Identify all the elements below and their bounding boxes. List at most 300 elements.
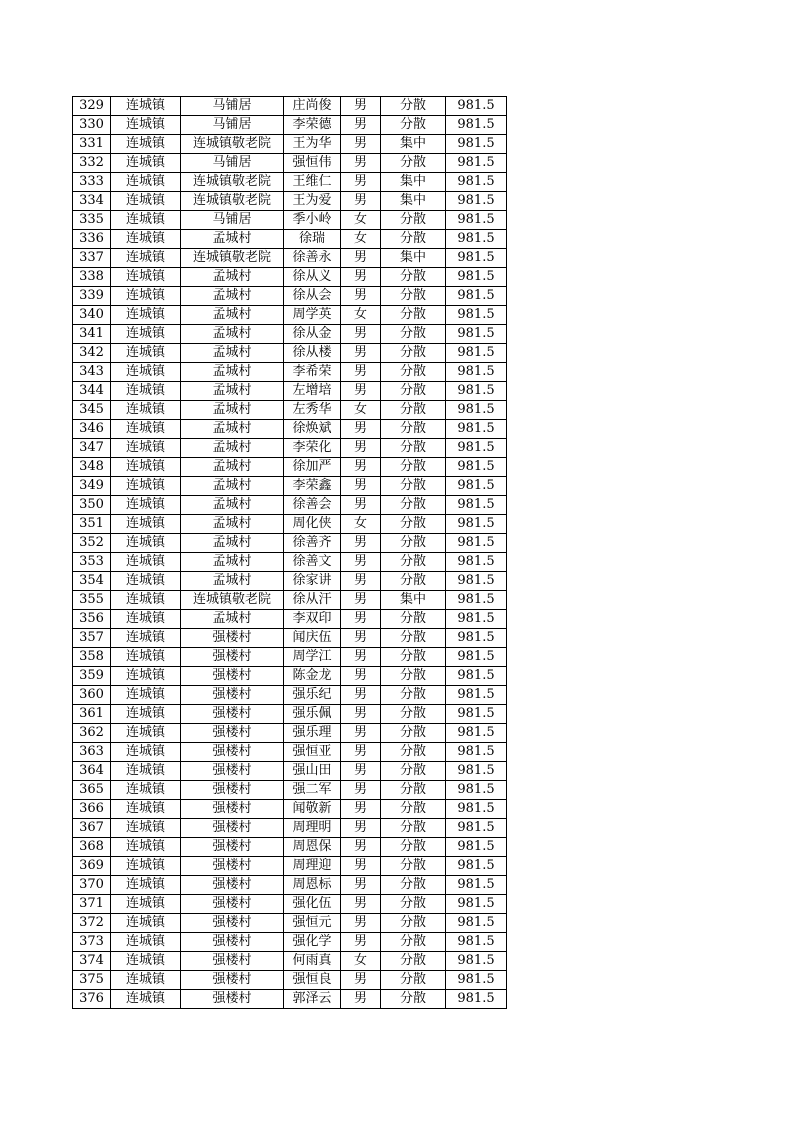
cell-no: 365 (73, 781, 111, 800)
cell-town: 连城镇 (111, 971, 181, 990)
cell-name: 李希荣 (284, 363, 341, 382)
cell-name: 左增培 (284, 382, 341, 401)
cell-no: 344 (73, 382, 111, 401)
cell-gender: 女 (341, 952, 381, 971)
cell-name: 左秀华 (284, 401, 341, 420)
cell-amount: 981.5 (446, 496, 507, 515)
cell-no: 368 (73, 838, 111, 857)
cell-gender: 男 (341, 743, 381, 762)
cell-town: 连城镇 (111, 344, 181, 363)
table-row (73, 325, 507, 344)
cell-gender: 男 (341, 325, 381, 344)
cell-village: 孟城村 (181, 230, 284, 249)
cell-amount: 981.5 (446, 192, 507, 211)
cell-town: 连城镇 (111, 667, 181, 686)
cell-gender: 男 (341, 420, 381, 439)
cell-no: 337 (73, 249, 111, 268)
cell-gender: 男 (341, 914, 381, 933)
cell-amount: 981.5 (446, 515, 507, 534)
cell-gender: 男 (341, 154, 381, 173)
table-row (73, 838, 507, 857)
cell-amount: 981.5 (446, 724, 507, 743)
cell-amount: 981.5 (446, 534, 507, 553)
cell-town: 连城镇 (111, 477, 181, 496)
cell-type: 分散 (381, 933, 446, 952)
cell-name: 徐加严 (284, 458, 341, 477)
table-row (73, 591, 507, 610)
cell-no: 353 (73, 553, 111, 572)
cell-gender: 男 (341, 762, 381, 781)
cell-amount: 981.5 (446, 610, 507, 629)
cell-type: 分散 (381, 971, 446, 990)
cell-gender: 男 (341, 249, 381, 268)
cell-village: 孟城村 (181, 344, 284, 363)
table-row (73, 154, 507, 173)
cell-no: 349 (73, 477, 111, 496)
cell-village: 强楼村 (181, 686, 284, 705)
cell-town: 连城镇 (111, 648, 181, 667)
table-row (73, 192, 507, 211)
cell-village: 强楼村 (181, 971, 284, 990)
cell-amount: 981.5 (446, 686, 507, 705)
cell-town: 连城镇 (111, 192, 181, 211)
cell-gender: 男 (341, 173, 381, 192)
cell-village: 强楼村 (181, 762, 284, 781)
cell-type: 分散 (381, 306, 446, 325)
cell-type: 分散 (381, 686, 446, 705)
cell-amount: 981.5 (446, 439, 507, 458)
cell-type: 集中 (381, 135, 446, 154)
cell-town: 连城镇 (111, 420, 181, 439)
cell-name: 周恩保 (284, 838, 341, 857)
cell-town: 连城镇 (111, 458, 181, 477)
cell-no: 343 (73, 363, 111, 382)
cell-type: 分散 (381, 743, 446, 762)
cell-no: 347 (73, 439, 111, 458)
cell-town: 连城镇 (111, 325, 181, 344)
cell-type: 分散 (381, 515, 446, 534)
table-row (73, 363, 507, 382)
cell-type: 集中 (381, 192, 446, 211)
cell-no: 348 (73, 458, 111, 477)
table-row (73, 971, 507, 990)
cell-town: 连城镇 (111, 173, 181, 192)
cell-name: 周化侠 (284, 515, 341, 534)
table-row (73, 629, 507, 648)
cell-gender: 男 (341, 496, 381, 515)
cell-town: 连城镇 (111, 306, 181, 325)
cell-amount: 981.5 (446, 952, 507, 971)
cell-amount: 981.5 (446, 154, 507, 173)
cell-type: 分散 (381, 724, 446, 743)
table-row (73, 268, 507, 287)
cell-town: 连城镇 (111, 116, 181, 135)
cell-no: 329 (73, 97, 111, 116)
cell-village: 强楼村 (181, 895, 284, 914)
cell-town: 连城镇 (111, 230, 181, 249)
cell-amount: 981.5 (446, 306, 507, 325)
cell-gender: 男 (341, 667, 381, 686)
cell-name: 徐从汗 (284, 591, 341, 610)
cell-name: 闻敬新 (284, 800, 341, 819)
cell-gender: 女 (341, 306, 381, 325)
cell-name: 强恒元 (284, 914, 341, 933)
cell-amount: 981.5 (446, 135, 507, 154)
cell-type: 分散 (381, 838, 446, 857)
cell-no: 339 (73, 287, 111, 306)
cell-no: 330 (73, 116, 111, 135)
cell-gender: 男 (341, 458, 381, 477)
cell-gender: 男 (341, 610, 381, 629)
cell-amount: 981.5 (446, 591, 507, 610)
cell-name: 李荣德 (284, 116, 341, 135)
cell-village: 连城镇敬老院 (181, 173, 284, 192)
cell-town: 连城镇 (111, 515, 181, 534)
cell-type: 分散 (381, 705, 446, 724)
table-row (73, 496, 507, 515)
cell-gender: 男 (341, 895, 381, 914)
cell-town: 连城镇 (111, 97, 181, 116)
cell-gender: 男 (341, 439, 381, 458)
table-row (73, 306, 507, 325)
cell-name: 王为爱 (284, 192, 341, 211)
cell-village: 孟城村 (181, 477, 284, 496)
cell-type: 分散 (381, 439, 446, 458)
cell-type: 分散 (381, 990, 446, 1009)
table-row (73, 724, 507, 743)
cell-no: 364 (73, 762, 111, 781)
cell-amount: 981.5 (446, 363, 507, 382)
cell-town: 连城镇 (111, 743, 181, 762)
cell-no: 369 (73, 857, 111, 876)
table-row (73, 990, 507, 1009)
cell-village: 强楼村 (181, 819, 284, 838)
cell-no: 376 (73, 990, 111, 1009)
cell-amount: 981.5 (446, 971, 507, 990)
cell-village: 马铺居 (181, 154, 284, 173)
cell-no: 336 (73, 230, 111, 249)
cell-gender: 男 (341, 363, 381, 382)
cell-gender: 男 (341, 933, 381, 952)
cell-name: 周学英 (284, 306, 341, 325)
cell-town: 连城镇 (111, 154, 181, 173)
cell-town: 连城镇 (111, 838, 181, 857)
cell-amount: 981.5 (446, 781, 507, 800)
cell-gender: 男 (341, 838, 381, 857)
cell-type: 分散 (381, 363, 446, 382)
cell-name: 徐善文 (284, 553, 341, 572)
cell-town: 连城镇 (111, 268, 181, 287)
cell-name: 李荣化 (284, 439, 341, 458)
cell-amount: 981.5 (446, 762, 507, 781)
table-row (73, 477, 507, 496)
cell-type: 分散 (381, 477, 446, 496)
cell-amount: 981.5 (446, 876, 507, 895)
cell-village: 强楼村 (181, 781, 284, 800)
cell-no: 345 (73, 401, 111, 420)
cell-town: 连城镇 (111, 629, 181, 648)
table-row (73, 705, 507, 724)
cell-amount: 981.5 (446, 458, 507, 477)
cell-village: 孟城村 (181, 515, 284, 534)
cell-village: 孟城村 (181, 363, 284, 382)
cell-name: 周学江 (284, 648, 341, 667)
cell-town: 连城镇 (111, 705, 181, 724)
cell-type: 分散 (381, 287, 446, 306)
cell-gender: 男 (341, 553, 381, 572)
cell-town: 连城镇 (111, 724, 181, 743)
cell-town: 连城镇 (111, 534, 181, 553)
cell-no: 370 (73, 876, 111, 895)
table-row (73, 439, 507, 458)
cell-village: 孟城村 (181, 534, 284, 553)
cell-name: 徐从金 (284, 325, 341, 344)
cell-amount: 981.5 (446, 895, 507, 914)
cell-no: 360 (73, 686, 111, 705)
cell-gender: 女 (341, 211, 381, 230)
cell-name: 郭泽云 (284, 990, 341, 1009)
cell-no: 357 (73, 629, 111, 648)
cell-amount: 981.5 (446, 116, 507, 135)
cell-gender: 男 (341, 116, 381, 135)
cell-type: 分散 (381, 572, 446, 591)
cell-type: 分散 (381, 534, 446, 553)
cell-village: 强楼村 (181, 952, 284, 971)
cell-village: 孟城村 (181, 420, 284, 439)
cell-amount: 981.5 (446, 477, 507, 496)
cell-village: 强楼村 (181, 705, 284, 724)
cell-amount: 981.5 (446, 97, 507, 116)
cell-no: 333 (73, 173, 111, 192)
cell-name: 强乐理 (284, 724, 341, 743)
cell-type: 分散 (381, 230, 446, 249)
cell-village: 孟城村 (181, 553, 284, 572)
cell-amount: 981.5 (446, 401, 507, 420)
cell-name: 徐从楼 (284, 344, 341, 363)
cell-village: 孟城村 (181, 268, 284, 287)
table-body (73, 97, 507, 1009)
cell-no: 363 (73, 743, 111, 762)
table-row (73, 534, 507, 553)
table-row (73, 610, 507, 629)
table-row (73, 116, 507, 135)
cell-no: 332 (73, 154, 111, 173)
cell-village: 马铺居 (181, 211, 284, 230)
cell-village: 连城镇敬老院 (181, 249, 284, 268)
table-row (73, 230, 507, 249)
cell-name: 徐善永 (284, 249, 341, 268)
table-row (73, 743, 507, 762)
cell-town: 连城镇 (111, 249, 181, 268)
cell-name: 强恒良 (284, 971, 341, 990)
cell-name: 强乐佩 (284, 705, 341, 724)
cell-amount: 981.5 (446, 667, 507, 686)
cell-gender: 女 (341, 515, 381, 534)
cell-town: 连城镇 (111, 933, 181, 952)
cell-type: 分散 (381, 211, 446, 230)
cell-no: 355 (73, 591, 111, 610)
cell-town: 连城镇 (111, 591, 181, 610)
cell-type: 分散 (381, 458, 446, 477)
cell-name: 强山田 (284, 762, 341, 781)
table-row (73, 173, 507, 192)
cell-gender: 男 (341, 819, 381, 838)
cell-town: 连城镇 (111, 914, 181, 933)
cell-village: 强楼村 (181, 648, 284, 667)
cell-no: 340 (73, 306, 111, 325)
cell-village: 强楼村 (181, 990, 284, 1009)
cell-village: 连城镇敬老院 (181, 135, 284, 154)
cell-name: 徐家讲 (284, 572, 341, 591)
cell-name: 强化学 (284, 933, 341, 952)
table-row (73, 515, 507, 534)
cell-no: 350 (73, 496, 111, 515)
cell-gender: 男 (341, 971, 381, 990)
table-row (73, 876, 507, 895)
cell-town: 连城镇 (111, 401, 181, 420)
cell-gender: 男 (341, 724, 381, 743)
cell-type: 集中 (381, 173, 446, 192)
cell-amount: 981.5 (446, 553, 507, 572)
cell-amount: 981.5 (446, 420, 507, 439)
cell-gender: 男 (341, 382, 381, 401)
cell-amount: 981.5 (446, 990, 507, 1009)
cell-amount: 981.5 (446, 344, 507, 363)
cell-town: 连城镇 (111, 686, 181, 705)
cell-no: 359 (73, 667, 111, 686)
cell-town: 连城镇 (111, 895, 181, 914)
data-table (72, 96, 507, 1009)
cell-village: 孟城村 (181, 458, 284, 477)
table-row (73, 857, 507, 876)
cell-no: 367 (73, 819, 111, 838)
cell-village: 强楼村 (181, 724, 284, 743)
cell-name: 徐善会 (284, 496, 341, 515)
cell-amount: 981.5 (446, 914, 507, 933)
cell-no: 351 (73, 515, 111, 534)
cell-name: 陈金龙 (284, 667, 341, 686)
cell-town: 连城镇 (111, 610, 181, 629)
cell-town: 连城镇 (111, 363, 181, 382)
cell-type: 分散 (381, 553, 446, 572)
cell-no: 371 (73, 895, 111, 914)
cell-name: 强乐纪 (284, 686, 341, 705)
cell-name: 庄尚俊 (284, 97, 341, 116)
cell-type: 分散 (381, 762, 446, 781)
cell-amount: 981.5 (446, 173, 507, 192)
cell-type: 分散 (381, 496, 446, 515)
cell-town: 连城镇 (111, 572, 181, 591)
cell-amount: 981.5 (446, 325, 507, 344)
cell-amount: 981.5 (446, 572, 507, 591)
cell-village: 强楼村 (181, 667, 284, 686)
cell-no: 331 (73, 135, 111, 154)
cell-gender: 男 (341, 800, 381, 819)
cell-type: 分散 (381, 800, 446, 819)
cell-gender: 男 (341, 857, 381, 876)
cell-amount: 981.5 (446, 743, 507, 762)
cell-type: 分散 (381, 857, 446, 876)
cell-village: 强楼村 (181, 914, 284, 933)
cell-town: 连城镇 (111, 800, 181, 819)
cell-village: 马铺居 (181, 116, 284, 135)
cell-type: 分散 (381, 914, 446, 933)
cell-name: 强化伍 (284, 895, 341, 914)
cell-village: 孟城村 (181, 572, 284, 591)
cell-town: 连城镇 (111, 876, 181, 895)
cell-town: 连城镇 (111, 762, 181, 781)
cell-type: 分散 (381, 667, 446, 686)
cell-no: 366 (73, 800, 111, 819)
cell-gender: 男 (341, 268, 381, 287)
table-row (73, 458, 507, 477)
cell-name: 季小岭 (284, 211, 341, 230)
cell-amount: 981.5 (446, 249, 507, 268)
cell-type: 分散 (381, 648, 446, 667)
cell-village: 强楼村 (181, 857, 284, 876)
cell-gender: 男 (341, 686, 381, 705)
cell-name: 李荣鑫 (284, 477, 341, 496)
cell-gender: 男 (341, 648, 381, 667)
cell-type: 分散 (381, 401, 446, 420)
cell-town: 连城镇 (111, 952, 181, 971)
cell-type: 分散 (381, 116, 446, 135)
cell-town: 连城镇 (111, 211, 181, 230)
table-row (73, 895, 507, 914)
cell-gender: 女 (341, 230, 381, 249)
cell-town: 连城镇 (111, 287, 181, 306)
cell-amount: 981.5 (446, 933, 507, 952)
cell-type: 分散 (381, 344, 446, 363)
cell-type: 集中 (381, 591, 446, 610)
cell-no: 373 (73, 933, 111, 952)
cell-no: 361 (73, 705, 111, 724)
table-row (73, 933, 507, 952)
cell-amount: 981.5 (446, 800, 507, 819)
cell-town: 连城镇 (111, 496, 181, 515)
cell-name: 强恒伟 (284, 154, 341, 173)
table-row (73, 420, 507, 439)
cell-type: 分散 (381, 382, 446, 401)
cell-no: 334 (73, 192, 111, 211)
table-row (73, 686, 507, 705)
table-row (73, 344, 507, 363)
cell-no: 374 (73, 952, 111, 971)
cell-amount: 981.5 (446, 819, 507, 838)
cell-amount: 981.5 (446, 857, 507, 876)
cell-type: 分散 (381, 781, 446, 800)
cell-town: 连城镇 (111, 781, 181, 800)
cell-village: 孟城村 (181, 439, 284, 458)
cell-no: 341 (73, 325, 111, 344)
cell-village: 马铺居 (181, 97, 284, 116)
table-row (73, 382, 507, 401)
cell-village: 孟城村 (181, 382, 284, 401)
table-row (73, 800, 507, 819)
cell-gender: 男 (341, 477, 381, 496)
cell-amount: 981.5 (446, 230, 507, 249)
table-row (73, 781, 507, 800)
cell-name: 徐瑞 (284, 230, 341, 249)
cell-amount: 981.5 (446, 648, 507, 667)
cell-village: 孟城村 (181, 325, 284, 344)
cell-type: 分散 (381, 154, 446, 173)
cell-type: 分散 (381, 876, 446, 895)
table-row (73, 249, 507, 268)
cell-gender: 男 (341, 876, 381, 895)
cell-gender: 男 (341, 705, 381, 724)
cell-gender: 男 (341, 990, 381, 1009)
